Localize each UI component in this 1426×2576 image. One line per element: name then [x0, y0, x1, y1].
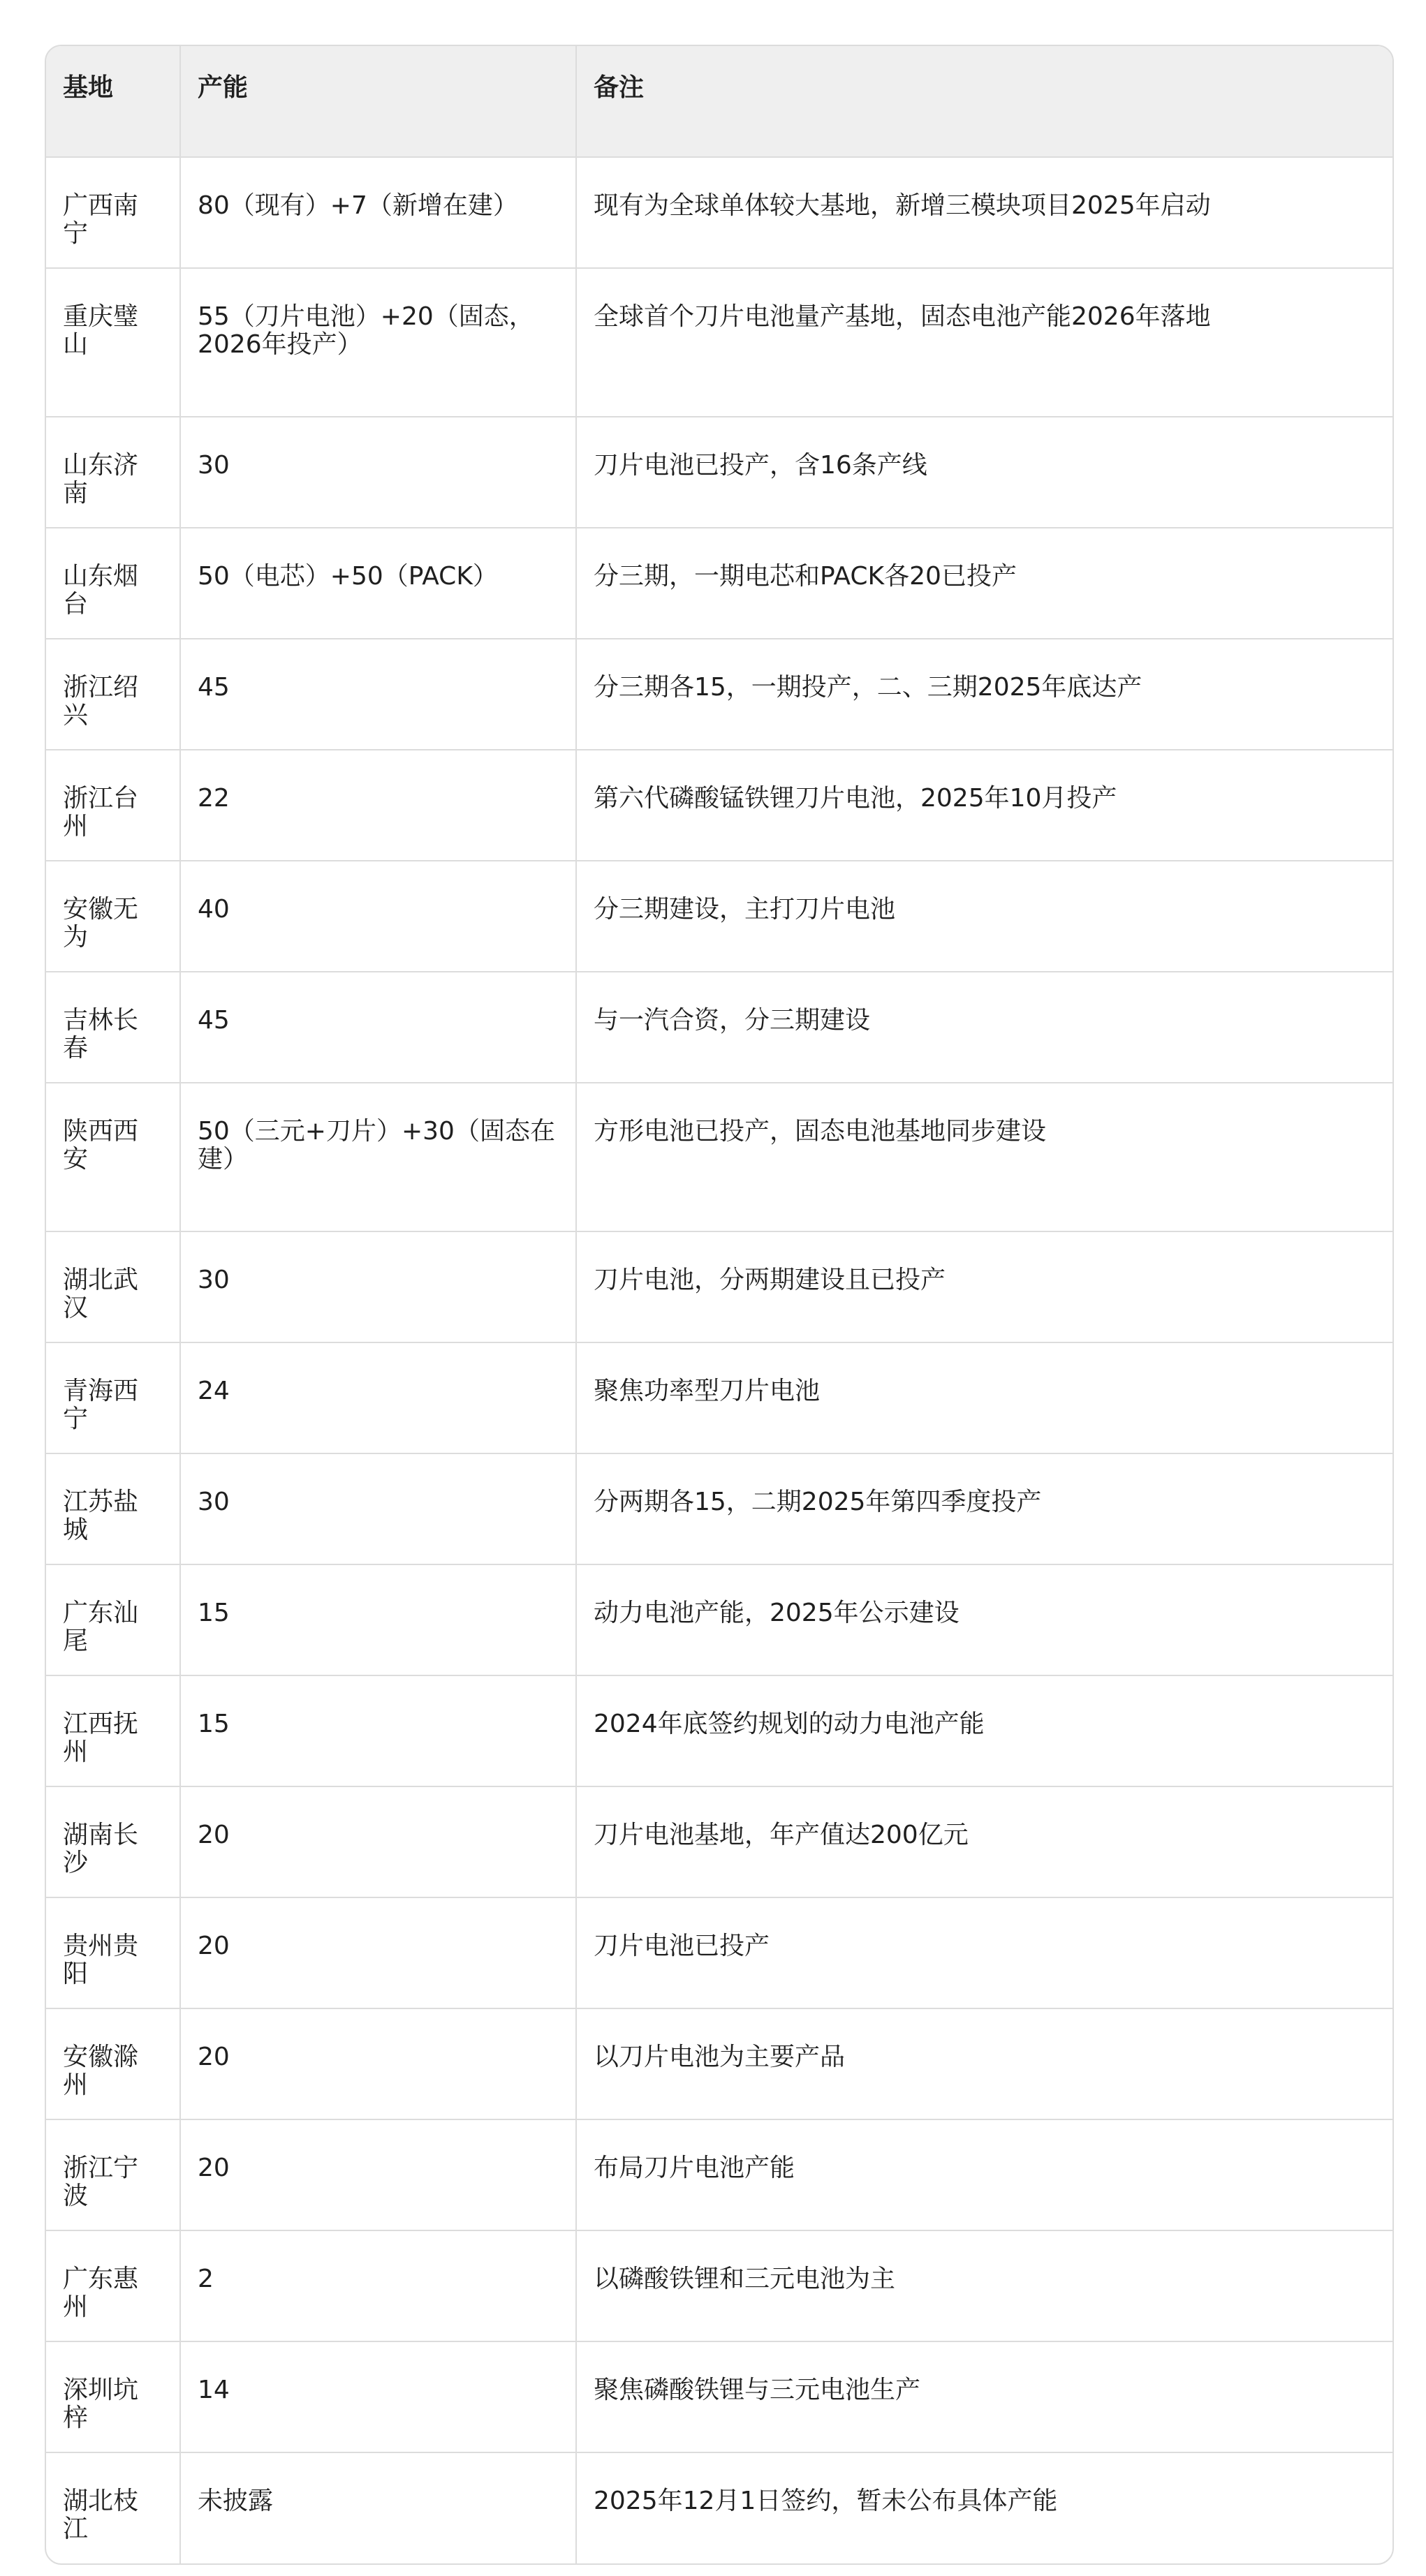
cell-capacity: 45 [180, 972, 576, 1083]
cell-capacity: 20 [180, 1786, 576, 1897]
cell-base: 安徽无为 [46, 861, 180, 972]
cell-base: 浙江绍兴 [46, 639, 180, 750]
cell-note: 与一汽合资，分三期建设 [576, 972, 1392, 1083]
table-row [46, 1786, 1392, 1897]
table-row [46, 1897, 1392, 2008]
table-row [46, 1083, 1392, 1231]
cell-note: 分三期各15，一期投产，二、三期2025年底达产 [576, 639, 1392, 750]
cell-capacity: 20 [180, 2008, 576, 2119]
cell-capacity: 50（电芯）+50（PACK） [180, 528, 576, 639]
cell-note: 2024年底签约规划的动力电池产能 [576, 1675, 1392, 1786]
table-row [46, 1564, 1392, 1675]
cell-base: 江苏盐城 [46, 1453, 180, 1564]
table-row [46, 861, 1392, 972]
cell-note: 分两期各15，二期2025年第四季度投产 [576, 1453, 1392, 1564]
table-row [46, 157, 1392, 268]
cell-note: 现有为全球单体较大基地，新增三模块项目2025年启动 [576, 157, 1392, 268]
cell-base: 湖北武汉 [46, 1231, 180, 1342]
cell-note: 分三期建设，主打刀片电池 [576, 861, 1392, 972]
cell-base: 山东烟台 [46, 528, 180, 639]
cell-base: 安徽滁州 [46, 2008, 180, 2119]
table-row [46, 268, 1392, 417]
cell-note: 动力电池产能，2025年公示建设 [576, 1564, 1392, 1675]
cell-base: 山东济南 [46, 417, 180, 528]
cell-capacity: 22 [180, 750, 576, 861]
table-row [46, 2230, 1392, 2341]
table-header-row [46, 46, 1392, 157]
cell-base: 吉林长春 [46, 972, 180, 1083]
cell-note: 全球首个刀片电池量产基地，固态电池产能2026年落地 [576, 268, 1392, 417]
cell-note: 聚焦磷酸铁锂与三元电池生产 [576, 2341, 1392, 2452]
cell-note: 刀片电池，分两期建设且已投产 [576, 1231, 1392, 1342]
header-note: 备注 [576, 46, 1392, 157]
cell-note: 刀片电池已投产 [576, 1897, 1392, 2008]
capacity-table-container [45, 45, 1394, 2565]
table-row [46, 1231, 1392, 1342]
cell-base: 江西抚州 [46, 1675, 180, 1786]
cell-capacity: 15 [180, 1675, 576, 1786]
cell-capacity: 20 [180, 1897, 576, 2008]
table-row [46, 528, 1392, 639]
cell-note: 方形电池已投产，固态电池基地同步建设 [576, 1083, 1392, 1231]
cell-capacity: 30 [180, 417, 576, 528]
cell-base: 青海西宁 [46, 1342, 180, 1453]
cell-capacity: 50（三元+刀片）+30（固态在建） [180, 1083, 576, 1231]
cell-note: 2025年12月1日签约，暂未公布具体产能 [594, 2487, 1058, 2515]
cell-note: 聚焦功率型刀片电池 [576, 1342, 1392, 1453]
cell-note: 以磷酸铁锂和三元电池为主 [576, 2230, 1392, 2341]
cell-note: 布局刀片电池产能 [576, 2119, 1392, 2230]
table-body [46, 157, 1392, 2563]
cell-note: 刀片电池已投产，含16条产线 [576, 417, 1392, 528]
cell-base: 广东汕尾 [46, 1564, 180, 1675]
header-base: 基地 [46, 46, 180, 157]
table-row [46, 639, 1392, 750]
cell-note: 分三期，一期电芯和PACK各20已投产 [576, 528, 1392, 639]
cell-capacity: 未披露 [180, 2452, 576, 2563]
table-row [46, 2341, 1392, 2452]
cell-base: 重庆璧山 [46, 268, 180, 417]
capacity-table [46, 46, 1392, 2563]
cell-base: 广西南宁 [46, 157, 180, 268]
cell-base: 浙江台州 [46, 750, 180, 861]
cell-capacity: 20 [180, 2119, 576, 2230]
table-row [46, 2452, 1392, 2563]
cell-note: 以刀片电池为主要产品 [576, 2008, 1392, 2119]
cell-capacity: 45 [180, 639, 576, 750]
table-row [46, 750, 1392, 861]
cell-base: 广东惠州 [46, 2230, 180, 2341]
cell-base: 湖南长沙 [46, 1786, 180, 1897]
cell-capacity: 15 [180, 1564, 576, 1675]
table-row [46, 2008, 1392, 2119]
cell-capacity: 30 [180, 1231, 576, 1342]
table-row [46, 1453, 1392, 1564]
header-capacity: 产能 [180, 46, 576, 157]
cell-base: 浙江宁波 [46, 2119, 180, 2230]
cell-capacity: 14 [180, 2341, 576, 2452]
cell-note: 第六代磷酸锰铁锂刀片电池，2025年10月投产 [576, 750, 1392, 861]
cell-capacity: 24 [180, 1342, 576, 1453]
table-row [46, 1342, 1392, 1453]
table-row [46, 1675, 1392, 1786]
cell-capacity: 55（刀片电池）+20（固态，2026年投产） [180, 268, 576, 417]
cell-capacity: 80（现有）+7（新增在建） [180, 157, 576, 268]
cell-base: 陕西西安 [46, 1083, 180, 1231]
cell-base: 湖北枝江 [46, 2452, 180, 2563]
cell-base: 深圳坑梓 [46, 2341, 180, 2452]
table-row [46, 417, 1392, 528]
cell-capacity: 30 [180, 1453, 576, 1564]
cell-capacity: 2 [180, 2230, 576, 2341]
cell-base: 贵州贵阳 [46, 1897, 180, 2008]
table-row [46, 2119, 1392, 2230]
cell-note: 刀片电池基地，年产值达200亿元 [576, 1786, 1392, 1897]
table-row [46, 972, 1392, 1083]
cell-capacity: 40 [180, 861, 576, 972]
